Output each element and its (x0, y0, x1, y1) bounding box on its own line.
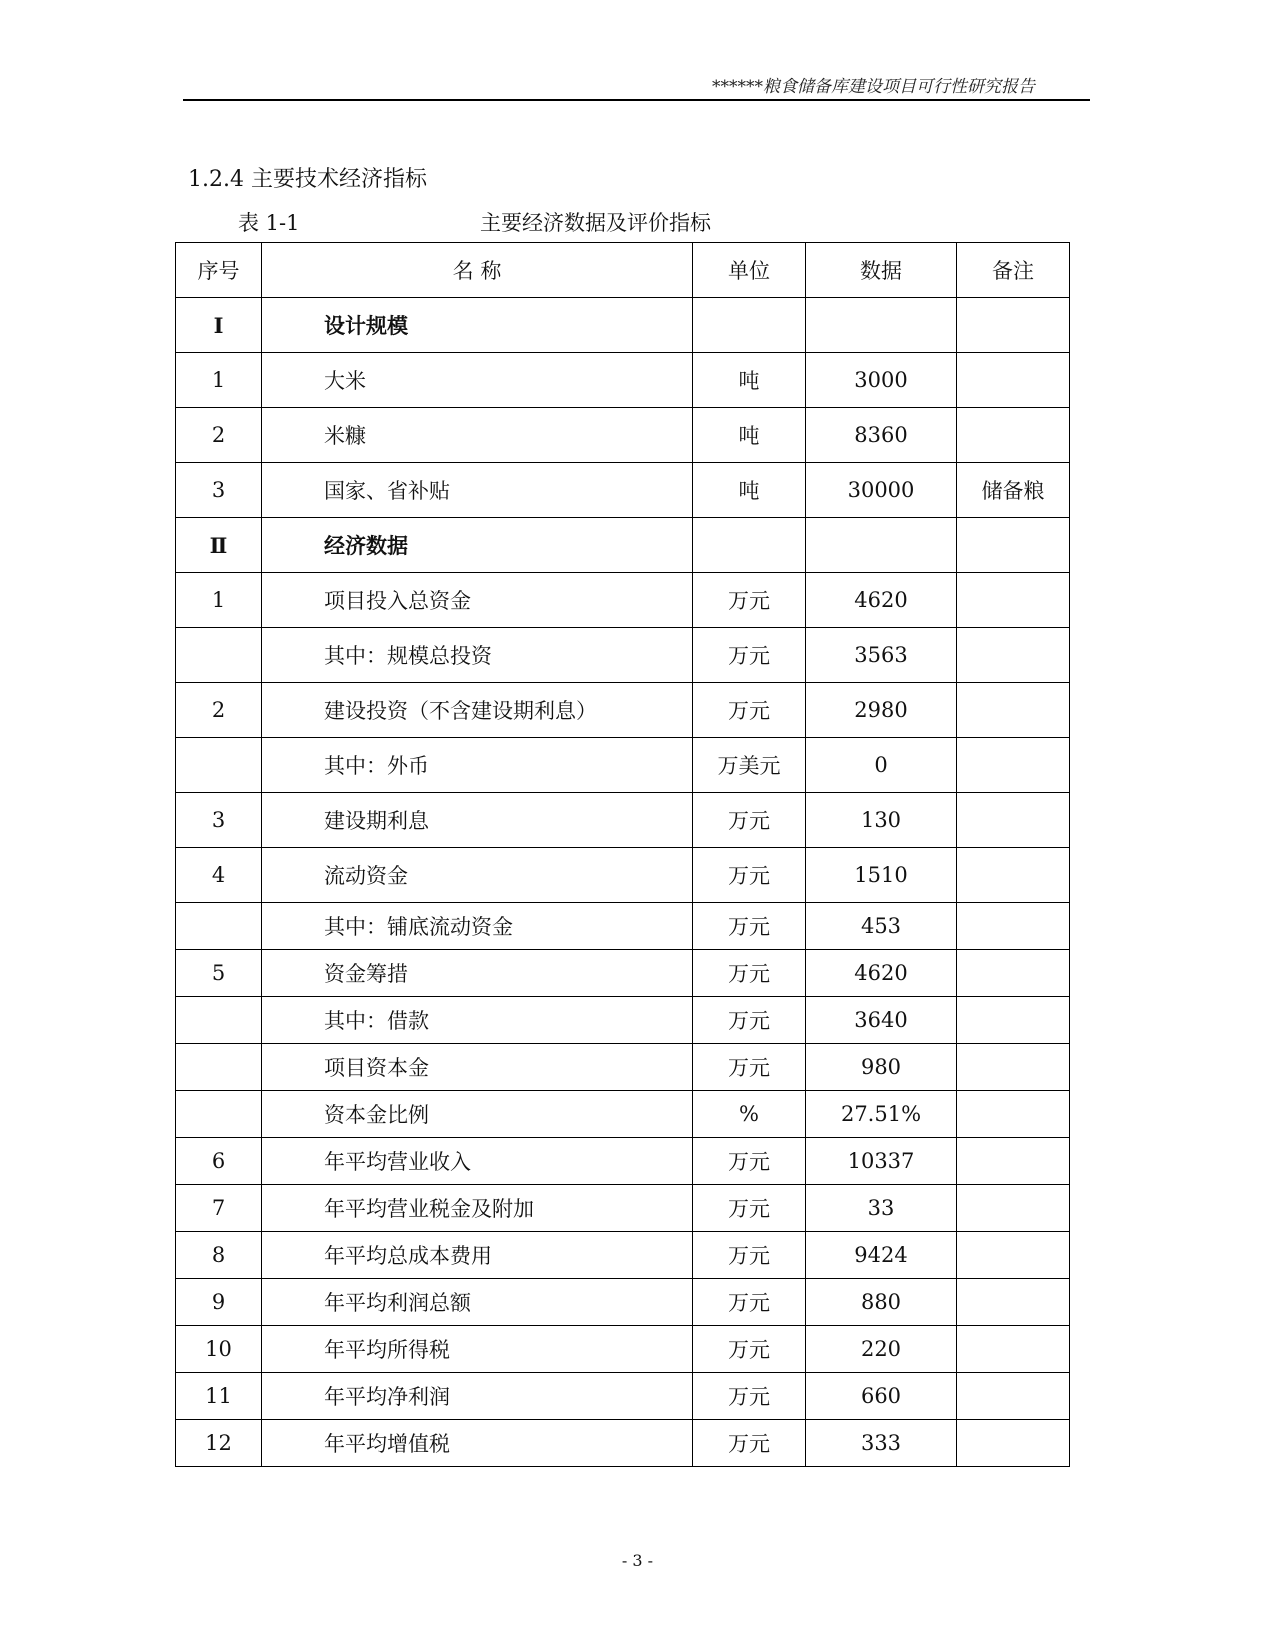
cell-no: 10 (176, 1326, 262, 1373)
cell-name: 资金筹措 (262, 950, 693, 997)
cell-unit: 万元 (693, 1373, 806, 1420)
cell-name: 年平均营业收入 (262, 1138, 693, 1185)
economic-indicators-table (175, 242, 1070, 1467)
cell-note (957, 1326, 1070, 1373)
table-row (176, 353, 1070, 408)
cell-no: Ⅰ (176, 298, 262, 353)
cell-note (957, 738, 1070, 793)
cell-unit: 万元 (693, 1420, 806, 1467)
cell-name: 年平均利润总额 (262, 1279, 693, 1326)
cell-unit: 万元 (693, 903, 806, 950)
cell-note (957, 408, 1070, 463)
cell-unit: 万元 (693, 683, 806, 738)
cell-value (806, 518, 957, 573)
cell-value: 130 (806, 793, 957, 848)
cell-unit: 万元 (693, 1044, 806, 1091)
cell-name: 其中：借款 (262, 997, 693, 1044)
cell-note (957, 1185, 1070, 1232)
cell-note (957, 997, 1070, 1044)
table-row (176, 950, 1070, 997)
cell-value: 27.51% (806, 1091, 957, 1138)
column-header-no: 序号 (176, 243, 262, 298)
cell-note: 储备粮 (957, 463, 1070, 518)
cell-name: 项目资本金 (262, 1044, 693, 1091)
table-row (176, 738, 1070, 793)
cell-name: 年平均净利润 (262, 1373, 693, 1420)
cell-name: 建设期利息 (262, 793, 693, 848)
cell-name: 年平均增值税 (262, 1420, 693, 1467)
cell-unit: 万元 (693, 997, 806, 1044)
cell-note (957, 353, 1070, 408)
table-row (176, 1185, 1070, 1232)
cell-no: 8 (176, 1232, 262, 1279)
cell-name: 国家、省补贴 (262, 463, 693, 518)
cell-value: 4620 (806, 950, 957, 997)
table-row (176, 903, 1070, 950)
cell-unit: 万美元 (693, 738, 806, 793)
cell-note (957, 848, 1070, 903)
cell-no: 11 (176, 1373, 262, 1420)
table-row (176, 1326, 1070, 1373)
column-header-note: 备注 (957, 243, 1070, 298)
table-row (176, 1091, 1070, 1138)
table-row (176, 1044, 1070, 1091)
page-header-title: ******粮食储备库建设项目可行性研究报告 (712, 77, 1035, 97)
cell-value: 0 (806, 738, 957, 793)
cell-no: 1 (176, 353, 262, 408)
cell-note (957, 950, 1070, 997)
cell-note (957, 1373, 1070, 1420)
cell-value: 33 (806, 1185, 957, 1232)
cell-name: 资本金比例 (262, 1091, 693, 1138)
cell-name: 年平均总成本费用 (262, 1232, 693, 1279)
cell-value: 1510 (806, 848, 957, 903)
cell-value: 4620 (806, 573, 957, 628)
cell-no: 1 (176, 573, 262, 628)
cell-note (957, 628, 1070, 683)
cell-unit: 万元 (693, 573, 806, 628)
cell-unit: 万元 (693, 628, 806, 683)
cell-name: 其中：外币 (262, 738, 693, 793)
cell-no: 12 (176, 1420, 262, 1467)
cell-value: 10337 (806, 1138, 957, 1185)
table-row (176, 1232, 1070, 1279)
cell-unit: 万元 (693, 950, 806, 997)
column-header-value: 数据 (806, 243, 957, 298)
cell-note (957, 298, 1070, 353)
cell-no (176, 997, 262, 1044)
cell-unit: 万元 (693, 1232, 806, 1279)
cell-unit (693, 518, 806, 573)
table-body (176, 298, 1070, 1467)
table-row (176, 298, 1070, 353)
cell-no (176, 903, 262, 950)
cell-name: 米糠 (262, 408, 693, 463)
cell-no: 9 (176, 1279, 262, 1326)
cell-name: 年平均营业税金及附加 (262, 1185, 693, 1232)
cell-no: 4 (176, 848, 262, 903)
cell-no (176, 738, 262, 793)
cell-note (957, 1420, 1070, 1467)
cell-name: 其中：铺底流动资金 (262, 903, 693, 950)
cell-note (957, 1091, 1070, 1138)
cell-name: 设计规模 (262, 298, 693, 353)
page-number: - 3 - (621, 1551, 654, 1570)
cell-no: Ⅱ (176, 518, 262, 573)
header-rule (183, 99, 1090, 101)
cell-unit: 万元 (693, 848, 806, 903)
cell-unit: 万元 (693, 1185, 806, 1232)
cell-value: 9424 (806, 1232, 957, 1279)
cell-name: 项目投入总资金 (262, 573, 693, 628)
cell-unit: 万元 (693, 793, 806, 848)
cell-no (176, 1091, 262, 1138)
table-row (176, 1279, 1070, 1326)
cell-note (957, 1232, 1070, 1279)
table-row (176, 463, 1070, 518)
cell-no: 5 (176, 950, 262, 997)
cell-note (957, 1044, 1070, 1091)
table-caption-label: 表 1-1 (238, 211, 300, 235)
cell-value: 2980 (806, 683, 957, 738)
table-row (176, 848, 1070, 903)
cell-name: 经济数据 (262, 518, 693, 573)
cell-no: 6 (176, 1138, 262, 1185)
cell-no: 2 (176, 683, 262, 738)
cell-unit: 吨 (693, 463, 806, 518)
table-row (176, 1138, 1070, 1185)
column-header-unit: 单位 (693, 243, 806, 298)
cell-no: 3 (176, 793, 262, 848)
cell-name: 大米 (262, 353, 693, 408)
cell-unit: % (693, 1091, 806, 1138)
column-header-name: 名 称 (262, 243, 693, 298)
cell-value: 220 (806, 1326, 957, 1373)
cell-no: 2 (176, 408, 262, 463)
table-row (176, 408, 1070, 463)
cell-value: 30000 (806, 463, 957, 518)
table-row (176, 628, 1070, 683)
cell-note (957, 793, 1070, 848)
cell-no (176, 628, 262, 683)
cell-unit: 万元 (693, 1326, 806, 1373)
section-heading: 1.2.4 主要技术经济指标 (188, 167, 427, 192)
cell-note (957, 518, 1070, 573)
cell-note (957, 573, 1070, 628)
cell-value: 453 (806, 903, 957, 950)
table-header-row (176, 243, 1070, 298)
cell-value (806, 298, 957, 353)
cell-value: 3563 (806, 628, 957, 683)
table-row (176, 683, 1070, 738)
cell-unit: 万元 (693, 1138, 806, 1185)
cell-unit: 吨 (693, 353, 806, 408)
table-row (176, 518, 1070, 573)
table-caption-title: 主要经济数据及评价指标 (480, 211, 711, 235)
cell-name: 流动资金 (262, 848, 693, 903)
cell-note (957, 1138, 1070, 1185)
cell-value: 3640 (806, 997, 957, 1044)
cell-unit: 万元 (693, 1279, 806, 1326)
cell-name: 年平均所得税 (262, 1326, 693, 1373)
cell-unit (693, 298, 806, 353)
cell-unit: 吨 (693, 408, 806, 463)
cell-name: 建设投资（不含建设期利息） (262, 683, 693, 738)
table-row (176, 1373, 1070, 1420)
cell-value: 3000 (806, 353, 957, 408)
table-row (176, 793, 1070, 848)
cell-no (176, 1044, 262, 1091)
cell-name: 其中：规模总投资 (262, 628, 693, 683)
table-row (176, 1420, 1070, 1467)
cell-value: 8360 (806, 408, 957, 463)
cell-value: 660 (806, 1373, 957, 1420)
table-row (176, 997, 1070, 1044)
cell-value: 333 (806, 1420, 957, 1467)
cell-no: 7 (176, 1185, 262, 1232)
cell-note (957, 903, 1070, 950)
cell-value: 980 (806, 1044, 957, 1091)
cell-note (957, 683, 1070, 738)
cell-note (957, 1279, 1070, 1326)
cell-value: 880 (806, 1279, 957, 1326)
table-row (176, 573, 1070, 628)
cell-no: 3 (176, 463, 262, 518)
